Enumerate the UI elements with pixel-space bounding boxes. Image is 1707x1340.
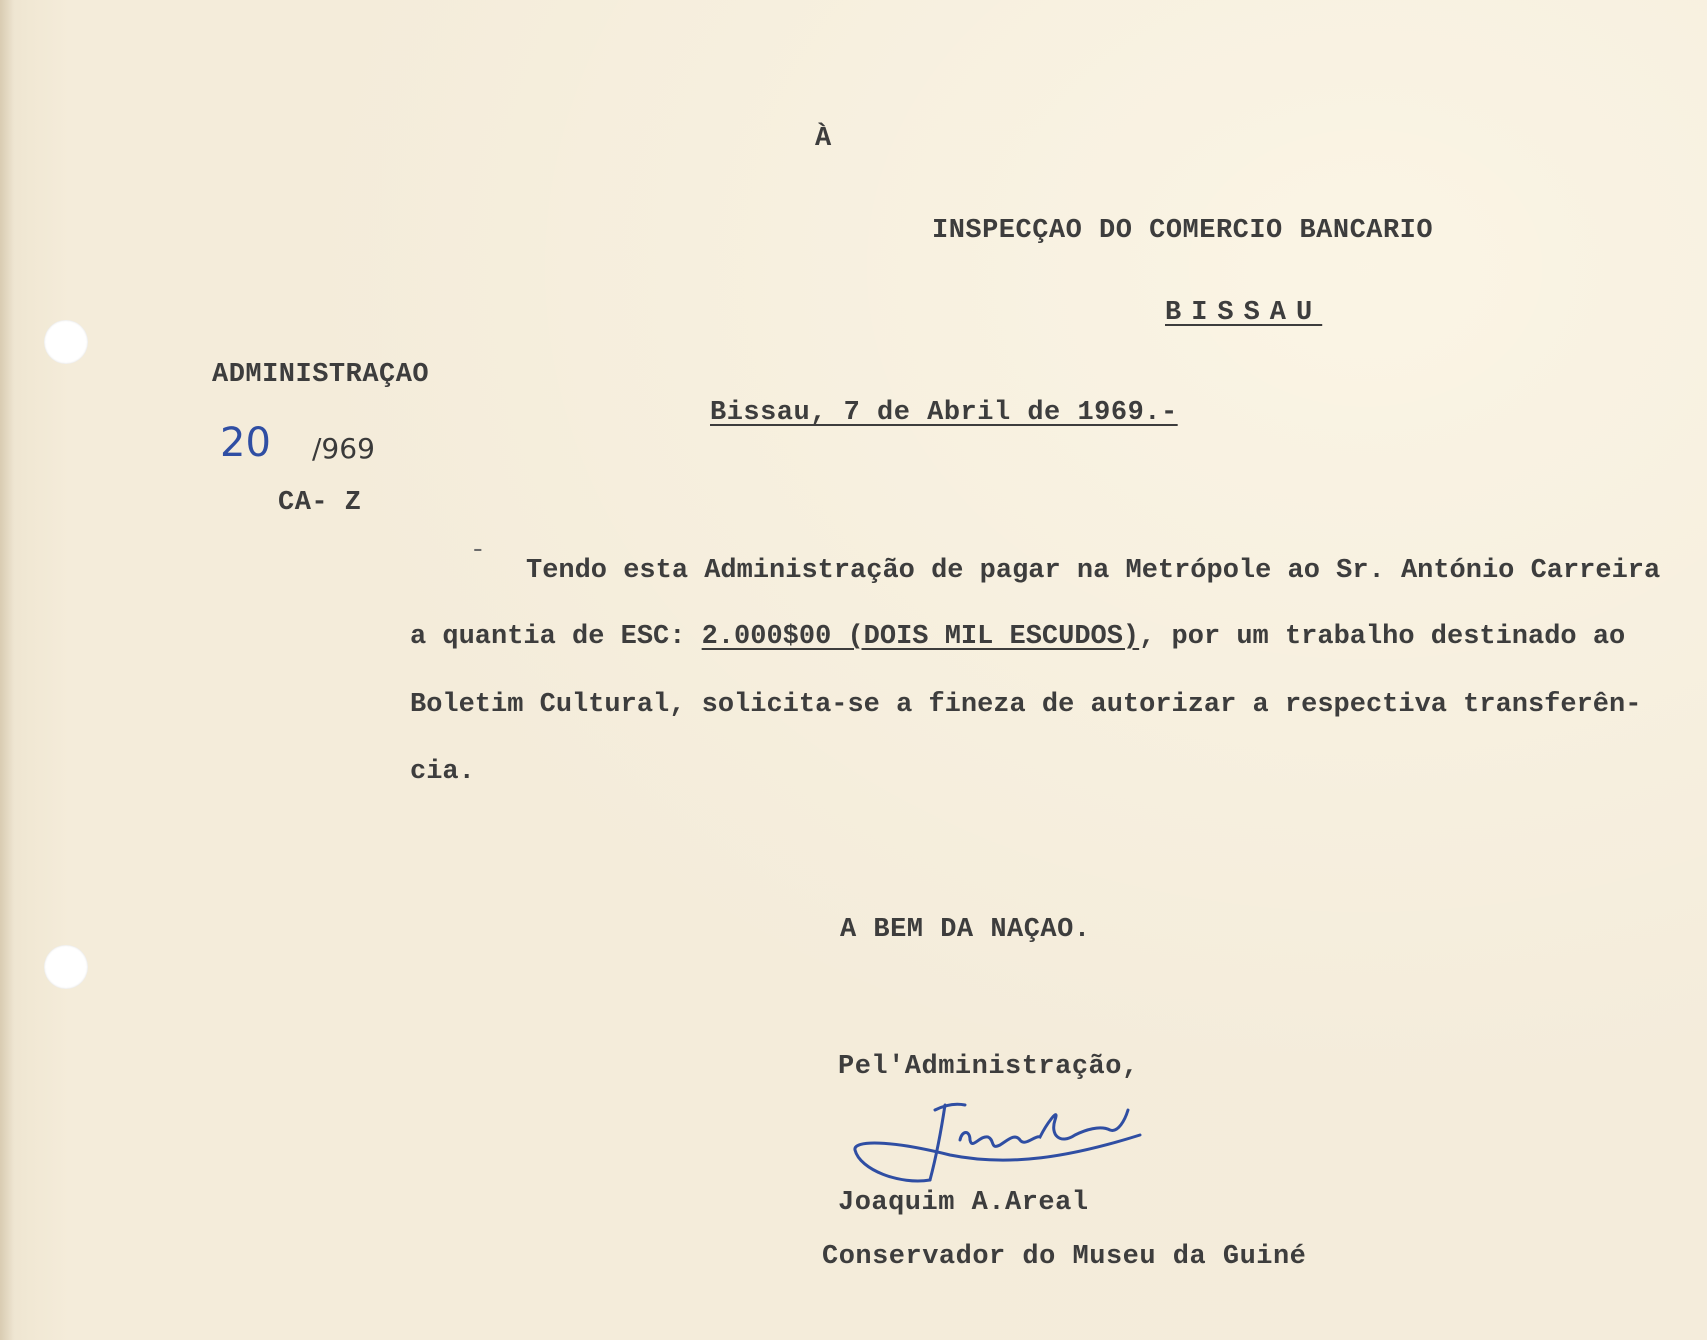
- signer-name: Joaquim A.Areal: [838, 1188, 1089, 1218]
- signer-title: Conservador do Museu da Guiné: [822, 1242, 1307, 1272]
- date-line: Bissau, 7 de Abril de 1969.-: [710, 398, 1178, 428]
- page-edge-shadow: [0, 0, 14, 1340]
- body-line-2: [410, 622, 1625, 652]
- body-line-4: cia.: [410, 757, 475, 787]
- sign-for-line: Pel'Administração,: [838, 1052, 1139, 1082]
- recipient-city: BISSAU: [1165, 298, 1323, 328]
- signature-drawing: [850, 1085, 1150, 1195]
- body-line-2-start: a quantia de ESC:: [410, 622, 686, 652]
- reference-code: CA- Z: [278, 488, 362, 518]
- body-line-3: Boletim Cultural, solicita-se a fineza de autorizar a respectiva transferên-: [410, 690, 1642, 720]
- punch-hole-bottom: [44, 945, 88, 989]
- stray-mark: -: [470, 535, 486, 565]
- closing-salutation: A BEM DA NAÇAO.: [840, 915, 1091, 945]
- sender-department: ADMINISTRAÇAO: [212, 360, 430, 390]
- punch-hole-top: [44, 320, 88, 364]
- recipient-organization: INSPECÇAO DO COMERCIO BANCARIO: [932, 216, 1434, 246]
- payment-amount: 2.000$00 (DOIS MIL ESCUDOS): [701, 622, 1140, 652]
- reference-year: /969: [312, 432, 375, 465]
- body-line-2-end: , por um trabalho destinado ao: [1139, 622, 1626, 652]
- top-mark: À: [815, 124, 832, 154]
- handwritten-signature: [850, 1085, 1150, 1200]
- reference-number-handwritten: 20: [220, 420, 271, 466]
- body-line-1: Tendo esta Administração de pagar na Metrópole ao Sr. António Carreira: [526, 556, 1661, 586]
